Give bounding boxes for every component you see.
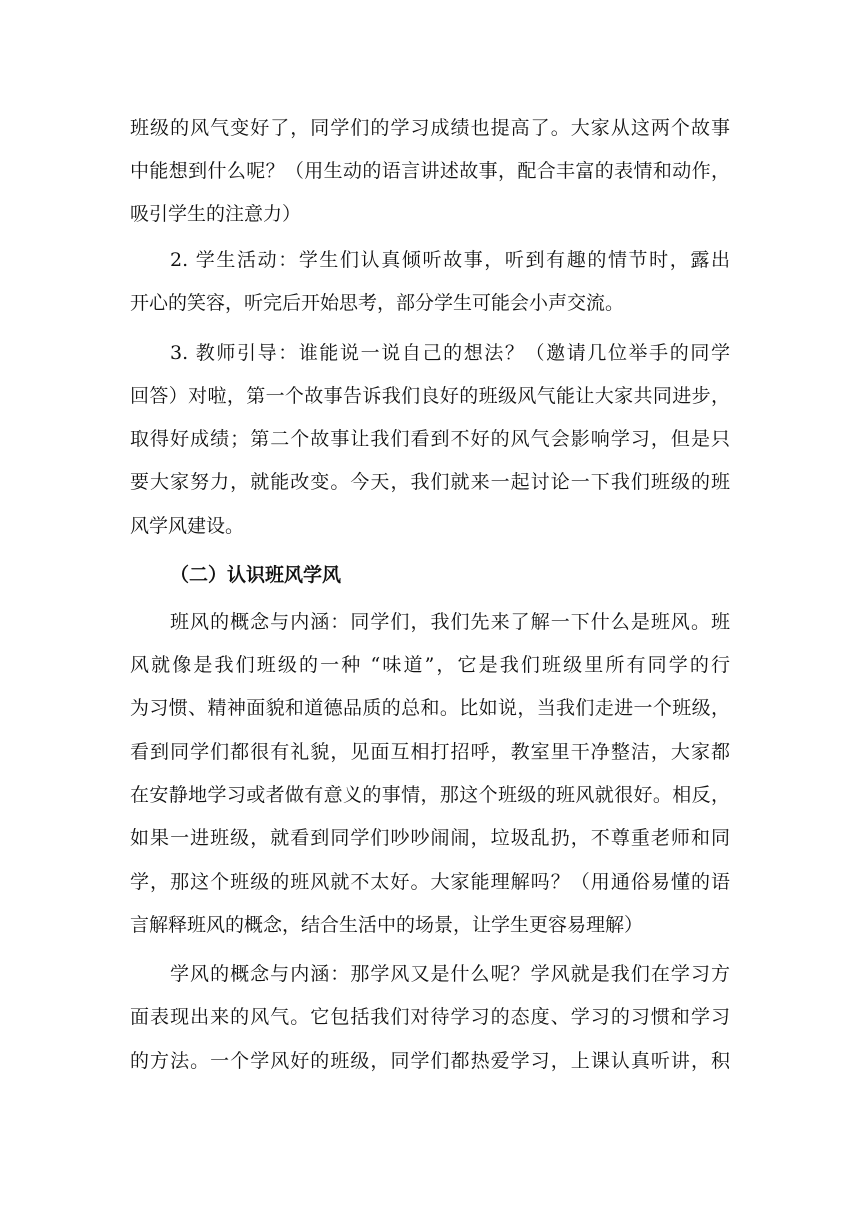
paragraph-line: 回答）对啦，第一个故事告诉我们良好的班级风气能让大家共同进步， (130, 385, 730, 407)
paragraph-line: 风学风建设。 (130, 515, 245, 537)
paragraph-line: 在安静地学习或者做有意义的事情，那这个班级的班风就很好。相反， (130, 784, 730, 806)
section-heading: （二）认识班风学风 (170, 564, 342, 586)
paragraph-line: 班风的概念与内涵：同学们，我们先来了解一下什么是班风。班 (170, 611, 730, 633)
paragraph-line: 要大家努力，就能改变。今天，我们就来一起讨论一下我们班级的班 (130, 471, 730, 493)
paragraph-line: 3. 教师引导：谁能说一说自己的想法？（邀请几位举手的同学 (170, 342, 730, 364)
paragraph-line: 言解释班风的概念，结合生活中的场景，让学生更容易理解） (130, 914, 644, 936)
paragraph-line: 面表现出来的风气。它包括我们对待学习的态度、学习的习惯和学习 (130, 1006, 730, 1028)
paragraph-line: 为习惯、精神面貌和道德品质的总和。比如说，当我们走进一个班级， (130, 697, 730, 719)
paragraph-line: 中能想到什么呢？（用生动的语言讲述故事，配合丰富的表情和动作， (130, 160, 730, 182)
paragraph-line: 学风的概念与内涵：那学风又是什么呢？学风就是我们在学习方 (170, 963, 730, 985)
paragraph-line: 取得好成绩；第二个故事让我们看到不好的风气会影响学习，但是只 (130, 428, 730, 450)
paragraph-line: 开心的笑容，听完后开始思考，部分学生可能会小声交流。 (130, 292, 625, 314)
paragraph-line: 风就像是我们班级的一种 “味道”，它是我们班级里所有同学的行 (130, 654, 730, 676)
paragraph-line: 的方法。一个学风好的班级，同学们都热爱学习，上课认真听讲，积 (130, 1050, 730, 1072)
paragraph-line: 学，那这个班级的班风就不太好。大家能理解吗？（用通俗易懂的语 (130, 871, 730, 893)
paragraph-line: 看到同学们都很有礼貌，见面互相打招呼，教室里干净整洁，大家都 (130, 741, 730, 763)
paragraph-line: 吸引学生的注意力） (130, 203, 302, 225)
paragraph-line: 如果一进班级，就看到同学们吵吵闹闹，垃圾乱扔，不尊重老师和同 (130, 827, 730, 849)
paragraph-line: 班级的风气变好了，同学们的学习成绩也提高了。大家从这两个故事 (130, 117, 730, 139)
paragraph-line: 2. 学生活动：学生们认真倾听故事，听到有趣的情节时，露出 (170, 249, 730, 271)
